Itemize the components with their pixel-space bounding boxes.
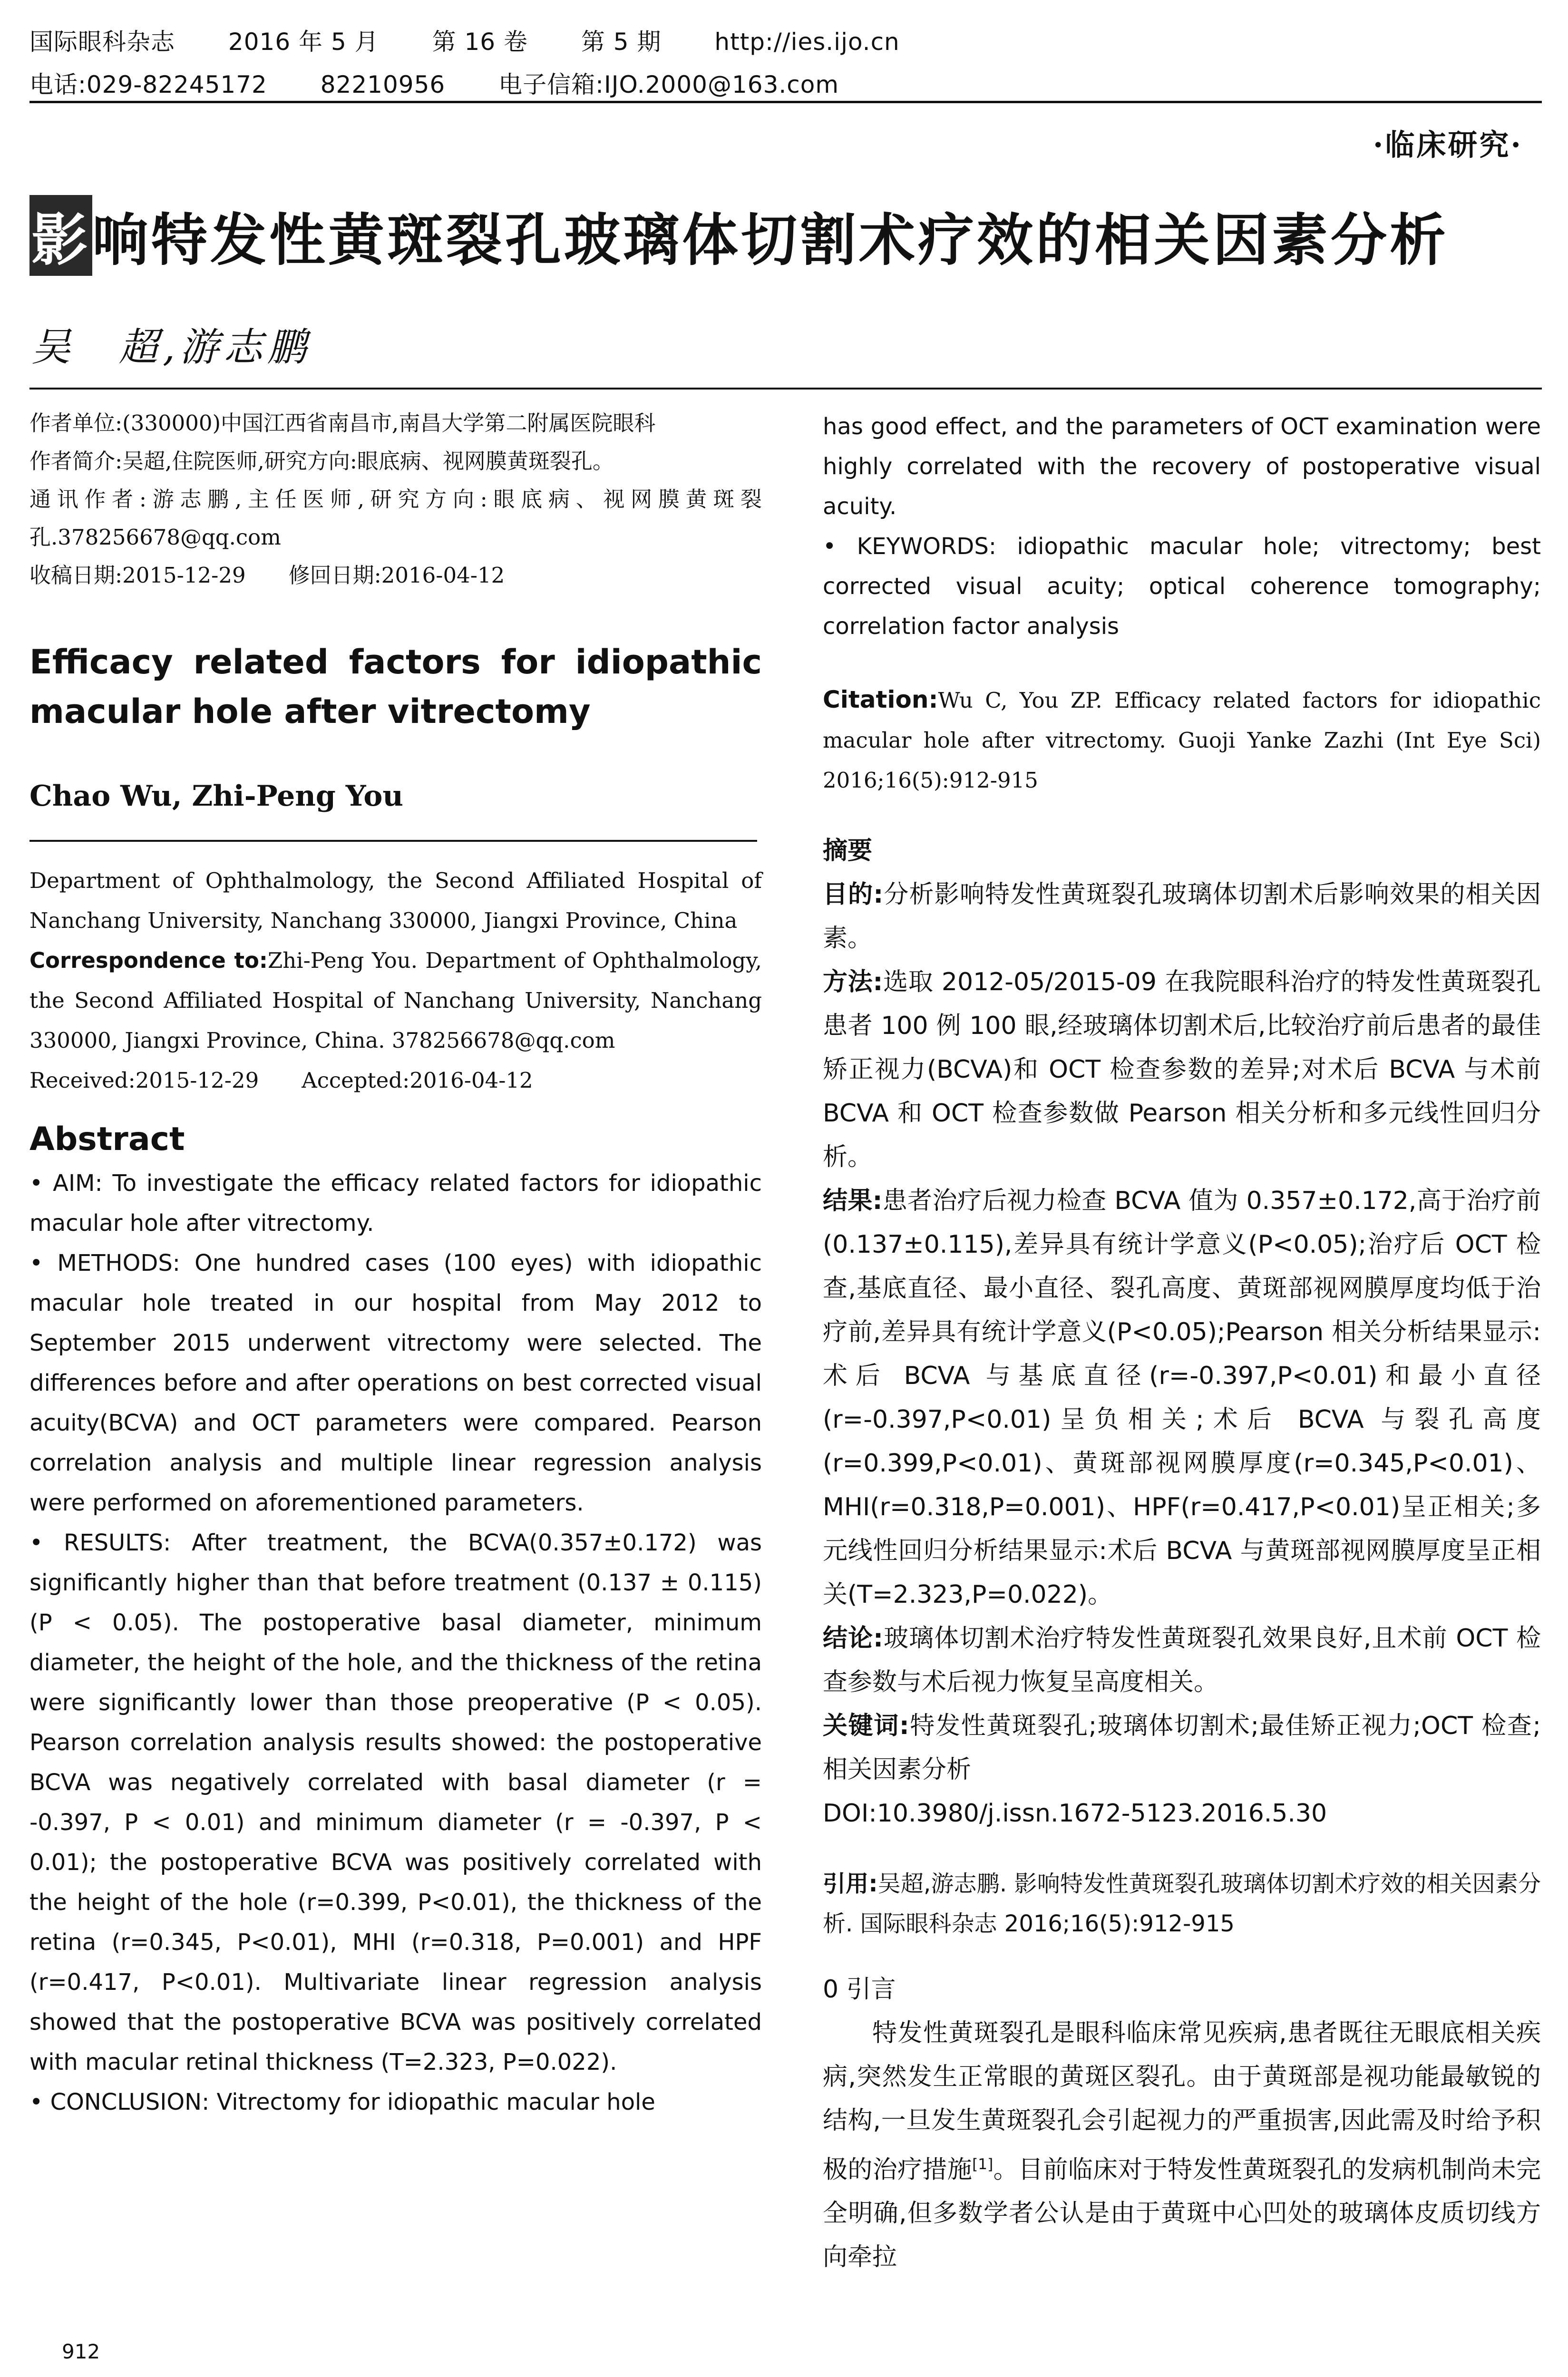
cn-methods-label: 方法: [823, 968, 883, 996]
correspondence [29, 941, 762, 1061]
english-authors: Chao Wu, Zhi-Peng You [29, 779, 404, 813]
title-first-char: 影 [29, 195, 92, 276]
cn-results-label: 结果: [823, 1187, 883, 1215]
page-number: 912 [62, 2340, 100, 2363]
affiliation-en [29, 861, 762, 1101]
phone: 电话:029-82245172 [29, 71, 267, 98]
corresponding-author-cn: 通讯作者:游志鹏,主任医师,研究方向:眼底病、视网膜黄斑裂孔.378256678@qq.com [29, 487, 762, 550]
cn-keywords-label: 关键词: [823, 1712, 909, 1740]
issue-date: 2016 年 5 月 [228, 28, 379, 56]
affiliation-text: Department of Ophthalmology, the Second Affiliated Hospital of Nanchang University, Nanchang 330000, Jiangxi Province, China [29, 868, 762, 933]
author-affiliation-cn: 作者单位:(330000)中国江西省南昌市,南昌大学第二附属医院眼科 [29, 410, 656, 436]
abstract-conclusion-start: • CONCLUSION: Vitrectomy for idiopathic macular hole [29, 2089, 655, 2115]
cn-citation-label: 引用: [823, 1870, 878, 1897]
title-rule [29, 388, 1542, 390]
abstract-conclusion-end: has good effect, and the parameters of OCT examination were highly correlated with the recovery of postoperative visual acuity. [823, 413, 1541, 520]
cn-results [823, 1179, 1541, 1617]
volume: 第 16 卷 [432, 28, 528, 56]
citation-label: Citation: [823, 686, 938, 713]
author-rule [29, 840, 757, 842]
article-title [29, 195, 1537, 276]
intro-reference: [1] [972, 2156, 993, 2173]
header-rule [29, 101, 1542, 103]
journal-url: http://ies.ijo.cn [714, 28, 900, 56]
authors-cn: 吴 超,游志鹏 [31, 325, 312, 370]
cn-conclusion [823, 1617, 1541, 1704]
author-bio-cn: 作者简介:吴超,住院医师,研究方向:眼底病、视网膜黄斑裂孔。 [29, 448, 614, 474]
cn-methods [823, 960, 1541, 1179]
correspondence-text: Zhi-Peng You. Department of Ophthalmology, the Second Affiliated Hospital of Nanchang University, Nanchang 330000, Jiangxi Province, China. 378256678@qq.com [29, 948, 762, 1053]
intro-heading: 0 引言 [823, 1975, 896, 2004]
issue: 第 5 期 [581, 28, 662, 56]
cn-abstract-heading: 摘要 [823, 837, 873, 865]
received-dates: Received:2015-12-29 Accepted:2016-04-12 [29, 1068, 533, 1093]
doi: DOI:10.3980/j.issn.1672-5123.2016.5.30 [823, 1799, 1327, 1828]
right-column [823, 407, 1541, 2279]
abstract-keywords: • KEYWORDS: idiopathic macular hole; vitrectomy; best corrected visual acuity; optical coherence tomography; correlation factor analysis [823, 533, 1541, 640]
email: 电子信箱:IJO.2000@163.com [498, 71, 839, 98]
citation-text: Wu C, You ZP. Efficacy related factors for idiopathic macular hole after vitrectomy. Guoji Yanke Zazhi (Int Eye Sci) 2016;16(5):912-915 [823, 688, 1541, 793]
journal-header-line2 [29, 66, 884, 100]
cn-keywords-text: 特发性黄斑裂孔;玻璃体切割术;最佳矫正视力;OCT 检查;相关因素分析 [823, 1712, 1541, 1784]
cn-methods-text: 选取 2012-05/2015-09 在我院眼科治疗的特发性黄斑裂孔患者 100 例 100 眼,经玻璃体切割术后,比较治疗前后患者的最佳矫正视力(BCVA)和 OCT 检查参数的差异;对术后 BCVA 与术前 BCVA 和 OCT 检查参数做 Pearson 相关分析和多元线性回归分析。 [823, 968, 1541, 1171]
intro-text-2: 。目前临床对于特发性黄斑裂孔的发病机制尚未完全明确,但多数学者公认是由于黄斑中心凹处的玻璃体皮质切线方向牵拉 [823, 2155, 1541, 2272]
intro-paragraph [823, 2011, 1541, 2279]
cn-conclusion-label: 结论: [823, 1624, 883, 1653]
cn-citation-text: 吴超,游志鹏. 影响特发性黄斑裂孔玻璃体切割术疗效的相关因素分析. 国际眼科杂志 2016;16(5):912-915 [823, 1870, 1541, 1937]
correspondence-label: Correspondence to: [29, 948, 268, 973]
cn-citation [823, 1864, 1541, 1944]
journal-header-line1 [29, 23, 945, 57]
author-info [29, 404, 762, 594]
cn-aim [823, 873, 1541, 960]
phone-2: 82210956 [320, 71, 446, 98]
citation-en [823, 680, 1541, 800]
dates-cn: 收稿日期:2015-12-29 修回日期:2016-04-12 [29, 563, 505, 588]
cn-aim-label: 目的: [823, 880, 884, 909]
abstract-results: • RESULTS: After treatment, the BCVA(0.357±0.172) was significantly higher than that before treatment (0.137 ± 0.115) (P < 0.05). The postoperative basal diameter, minimum diameter, the height of the hole, and the thickness of the retina were significantly lower than those preoperative (P < 0.05). Pearson correlation analysis results showed: the postoperative BCVA was negatively correlated with basal diameter (r = -0.397, P < 0.01) and minimum diameter (r = -0.397, P < 0.01); the postoperative BCVA was positively correlated with the height of the hole (r=0.399, P<0.01), the thickness of the retina (r=0.345, P<0.01), MHI (r=0.318, P=0.001) and HPF (r=0.417, P<0.01). Multivariate linear regression analysis showed that the postoperative BCVA was positively correlated with macular retinal thickness (T=2.323, P=0.022). [29, 1529, 762, 2075]
section-tag: ·临床研究· [1373, 127, 1523, 162]
abstract-aim: • AIM: To investigate the efficacy related factors for idiopathic macular hole after vitrectomy. [29, 1170, 762, 1237]
left-column [29, 404, 762, 2122]
cn-aim-text: 分析影响特发性黄斑裂孔玻璃体切割术后影响效果的相关因素。 [823, 880, 1541, 953]
cn-keywords [823, 1704, 1541, 1792]
journal-name: 国际眼科杂志 [29, 28, 175, 56]
cn-results-text: 患者治疗后视力检查 BCVA 值为 0.357±0.172,高于治疗前(0.137±0.115),差异具有统计学意义(P<0.05);治疗后 OCT 检查,基底直径、最小直径、裂孔高度、黄斑部视网膜厚度均低于治疗前,差异具有统计学意义(P<0.05);Pearson 相关分析结果显示:术后 BCVA 与基底直径(r=-0.397,P<0.01)和最小直径(r=-0.397,P<0.01)呈负相关;术后 BCVA 与裂孔高度(r=0.399,P<0.01)、黄斑部视网膜厚度(r=0.345,P<0.01)、MHI(r=0.318,P=0.001)、HPF(r=0.417,P<0.01)呈正相关;多元线性回归分析结果显示:术后 BCVA 与黄斑部视网膜厚度呈正相关(T=2.323,P=0.022)。 [823, 1187, 1541, 1609]
abstract-methods: • METHODS: One hundred cases (100 eyes) with idiopathic macular hole treated in our hospital from May 2012 to September 2015 underwent vitrectomy were selected. The differences before and after operations on best corrected visual acuity(BCVA) and OCT parameters were compared. Pearson correlation analysis and multiple linear regression analysis were performed on aforementioned parameters. [29, 1250, 762, 1516]
english-title: Efficacy related factors for idiopathic macular hole after vitrectomy [29, 643, 762, 731]
intro-text: 特发性黄斑裂孔是眼科临床常见疾病,患者既往无眼底相关疾病,突然发生正常眼的黄斑区裂孔。由于黄斑部是视功能最敏锐的结构,一旦发生黄斑裂孔会引起视力的严重损害,因此需及时给予积极的治疗措施 [823, 2019, 1541, 2184]
cn-conclusion-text: 玻璃体切割术治疗特发性黄斑裂孔效果良好,且术前 OCT 检查参数与术后视力恢复呈高度相关。 [823, 1624, 1541, 1696]
abstract-heading: Abstract [29, 1120, 185, 1158]
title-rest: 响特发性黄斑裂孔玻璃体切割术疗效的相关因素分析 [92, 207, 1449, 273]
